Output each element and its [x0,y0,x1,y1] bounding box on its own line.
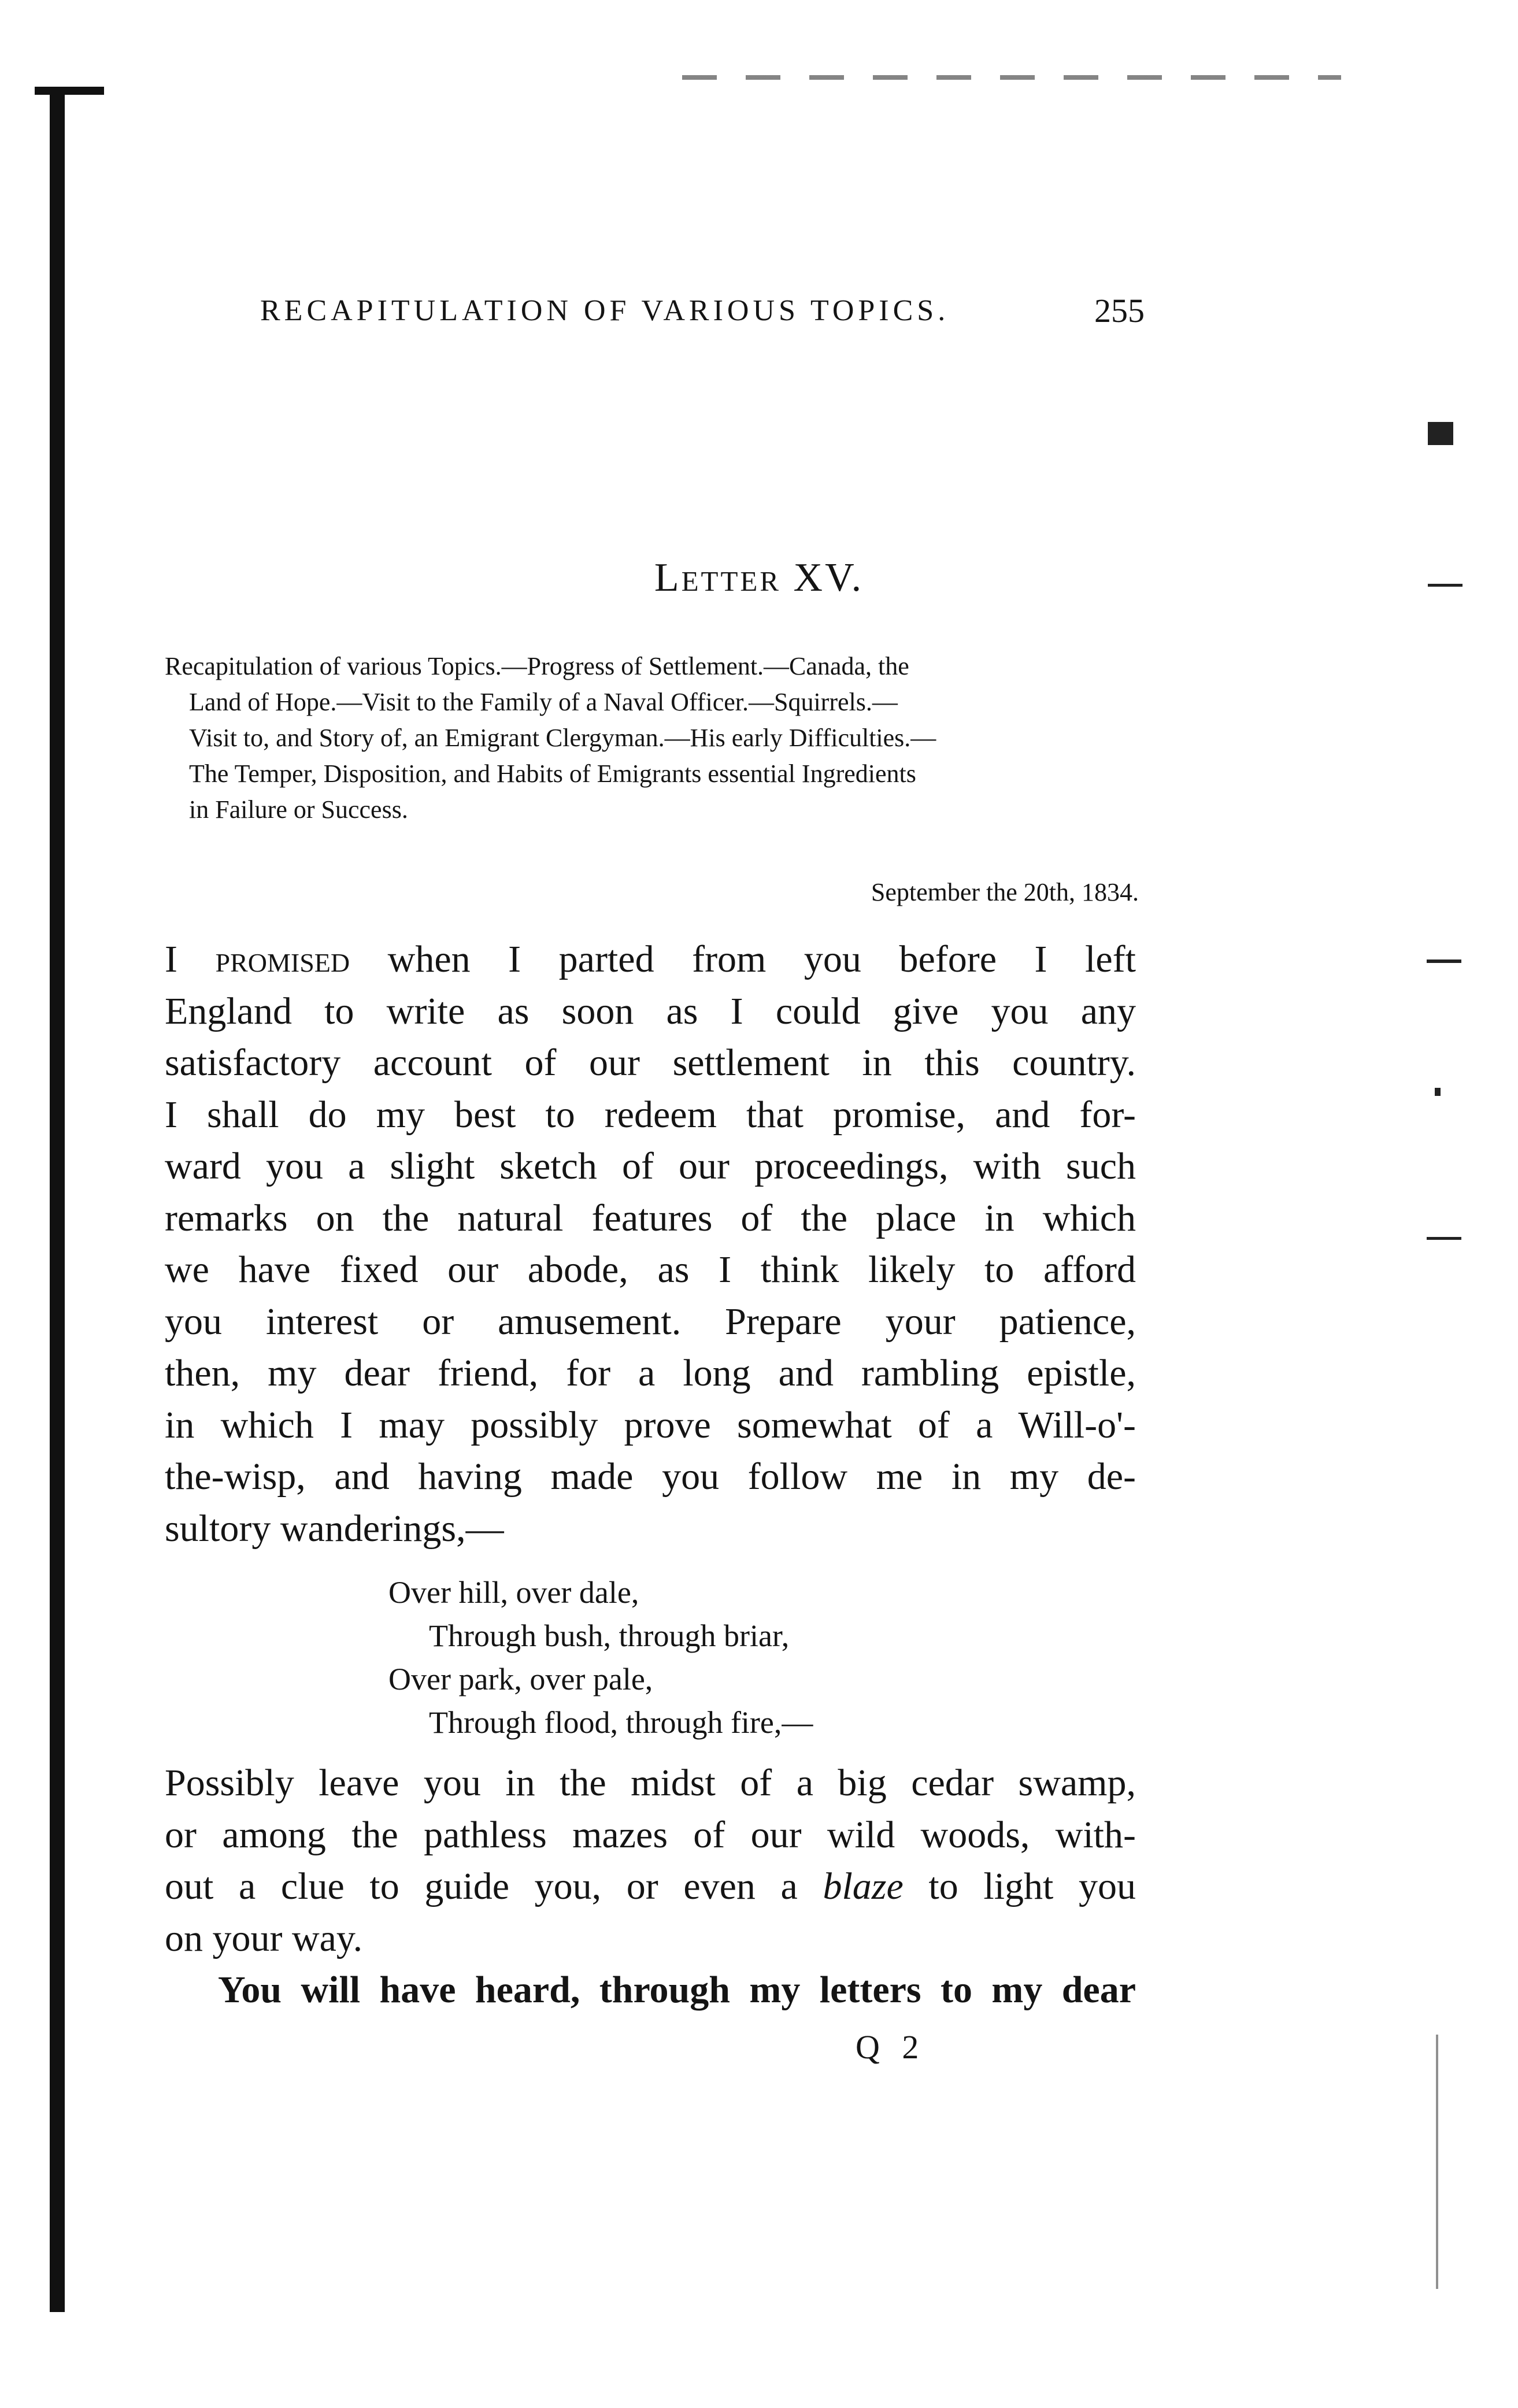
body-line: ward you a slight sketch of our proceedings, with such [165,1145,1136,1187]
body-line-text: to light you [903,1865,1136,1907]
scan-right-artifact [1436,2035,1438,2289]
body-line-text: out a clue to guide you, or even a [165,1865,823,1907]
page-number: 255 [1094,292,1145,329]
verse-line: Through flood, through fire,— [429,1705,813,1740]
body-line: sultory wanderings,— [165,1507,504,1550]
letter-heading-numeral: XV. [793,555,864,600]
scan-top-artifact [682,75,1341,80]
body-line [165,1861,1136,1913]
continuation-paragraph [165,1757,1136,2016]
letter-heading-word: Letter [654,555,782,600]
body-line: in which I may possibly prove somewhat of a Will-o'- [165,1403,1136,1446]
running-head [260,294,1145,328]
italic-word: blaze [823,1865,904,1907]
scan-margin-rule [50,87,65,2312]
body-line: You will have heard, through my letters to my dear [218,1969,1136,2011]
summary-line: Land of Hope.—Visit to the Family of a Naval Officer.—Squirrels.— [189,688,898,716]
verse-line: Through bush, through briar, [429,1618,790,1653]
body-line: or among the pathless mazes of our wild woods, with- [165,1813,1136,1856]
scan-right-artifact [1428,422,1453,445]
scan-margin-tick [35,87,104,95]
body-line [165,933,1136,986]
summary-line: The Temper, Disposition, and Habits of Emigrants essential Ingredients [189,760,916,788]
body-line: on your way. [165,1917,363,1959]
body-line: the-wisp, and having made you follow me in my de- [165,1455,1136,1498]
running-head-title: RECAPITULATION OF VARIOUS TOPICS. [260,294,950,327]
scan-right-artifact [1435,1088,1441,1096]
scan-right-artifact [1427,1237,1461,1240]
body-line: Possibly leave you in the midst of a big cedar swamp, [165,1762,1136,1804]
verse-line: Over hill, over dale, [388,1575,639,1610]
body-paragraph [165,933,1136,1554]
body-line: England to write as soon as I could give you any [165,990,1136,1032]
body-line: we have fixed our abode, as I think likely to afford [165,1249,1136,1291]
body-line: I shall do my best to redeem that promise, and for- [165,1093,1136,1136]
signature-mark: Q 2 [856,2028,926,2066]
body-line: satisfactory account of our settlement in this country. [165,1042,1136,1084]
verse-line: Over park, over pale, [388,1662,653,1696]
body-line-text: when I parted from you before I left [350,938,1136,980]
body-line: you interest or amusement. Prepare your patience, [165,1300,1136,1343]
summary-line: Recapitulation of various Topics.—Progress of Settlement.—Canada, the [165,652,909,680]
opening-small-caps: I promised [165,938,350,980]
scan-right-artifact [1427,960,1461,963]
body-line: remarks on the natural features of the place in which [165,1196,1136,1239]
body-line: then, my dear friend, for a long and rambling epistle, [165,1352,1136,1394]
chapter-summary [165,649,1136,828]
letter-heading [0,555,1518,601]
summary-line: in Failure or Success. [189,795,408,824]
summary-line: Visit to, and Story of, an Emigrant Clergyman.—His early Difficulties.— [189,724,936,752]
verse-quotation [388,1571,813,1744]
dateline: September the 20th, 1834. [871,878,1139,906]
